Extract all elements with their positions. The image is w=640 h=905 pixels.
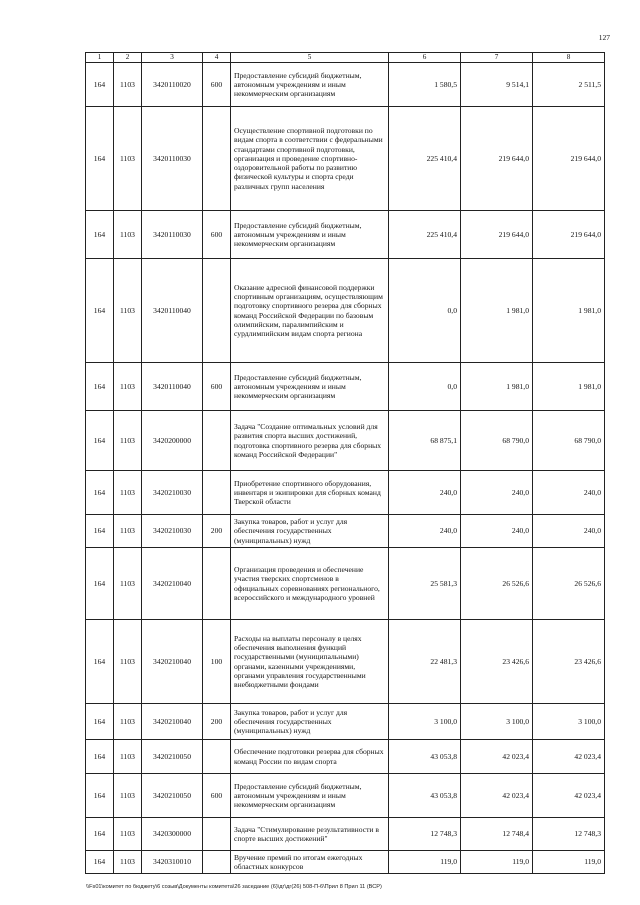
column-header-5: 5 [231, 53, 389, 63]
expense-type-cell [203, 740, 231, 774]
amount-col6-cell: 225 410,4 [389, 211, 461, 259]
amount-col6-cell: 240,0 [389, 471, 461, 515]
target-article-cell: 3420210030 [142, 515, 203, 548]
column-header-7: 7 [461, 53, 533, 63]
description-cell: Осуществление спортивной подготовки по видам спорта в соответствии с федеральными стандартами спортивной подготовки, организация и проведение спортивно-оздоровительной работы по развитию физической культуры и спорта среди различных групп населения [231, 107, 389, 211]
target-article-cell: 3420300000 [142, 818, 203, 851]
admin-code-cell: 164 [86, 515, 114, 548]
description-cell: Организация проведения и обеспечение участия тверских спортсменов в официальных соревнованиях регионального, всероссийского и международного уровней [231, 548, 389, 620]
table-row [86, 107, 605, 211]
amount-col8-cell: 119,0 [533, 851, 605, 874]
table-row [86, 620, 605, 704]
section-code-cell: 1103 [114, 740, 142, 774]
expense-type-cell [203, 818, 231, 851]
table-row [86, 740, 605, 774]
amount-col6-cell: 0,0 [389, 363, 461, 411]
budget-table [85, 52, 605, 874]
amount-col6-cell: 25 581,3 [389, 548, 461, 620]
amount-col8-cell: 1 981,0 [533, 259, 605, 363]
section-code-cell: 1103 [114, 515, 142, 548]
expense-type-cell: 600 [203, 774, 231, 818]
target-article-cell: 3420110040 [142, 363, 203, 411]
amount-col6-cell: 22 481,3 [389, 620, 461, 704]
expense-type-cell [203, 471, 231, 515]
expense-type-cell: 600 [203, 363, 231, 411]
amount-col7-cell: 240,0 [461, 471, 533, 515]
section-code-cell: 1103 [114, 704, 142, 740]
expense-type-cell [203, 548, 231, 620]
table-row [86, 211, 605, 259]
description-cell: Закупка товаров, работ и услуг для обеспечения государственных (муниципальных) нужд [231, 704, 389, 740]
target-article-cell: 3420210040 [142, 704, 203, 740]
target-article-cell: 3420110020 [142, 63, 203, 107]
admin-code-cell: 164 [86, 548, 114, 620]
expense-type-cell: 100 [203, 620, 231, 704]
table-row [86, 63, 605, 107]
amount-col8-cell: 68 790,0 [533, 411, 605, 471]
admin-code-cell: 164 [86, 211, 114, 259]
amount-col8-cell: 219 644,0 [533, 211, 605, 259]
admin-code-cell: 164 [86, 740, 114, 774]
admin-code-cell: 164 [86, 411, 114, 471]
section-code-cell: 1103 [114, 471, 142, 515]
amount-col8-cell: 42 023,4 [533, 774, 605, 818]
admin-code-cell: 164 [86, 363, 114, 411]
expense-type-cell [203, 107, 231, 211]
table-row [86, 259, 605, 363]
admin-code-cell: 164 [86, 620, 114, 704]
admin-code-cell: 164 [86, 63, 114, 107]
description-cell: Вручение премий по итогам ежегодных областных конкурсов [231, 851, 389, 874]
target-article-cell: 3420110040 [142, 259, 203, 363]
amount-col6-cell: 12 748,3 [389, 818, 461, 851]
amount-col7-cell: 42 023,4 [461, 740, 533, 774]
table-row [86, 363, 605, 411]
amount-col7-cell: 23 426,6 [461, 620, 533, 704]
column-header-1: 1 [86, 53, 114, 63]
section-code-cell: 1103 [114, 363, 142, 411]
table-row [86, 471, 605, 515]
expense-type-cell [203, 259, 231, 363]
admin-code-cell: 164 [86, 704, 114, 740]
amount-col6-cell: 3 100,0 [389, 704, 461, 740]
amount-col6-cell: 43 053,8 [389, 774, 461, 818]
column-header-2: 2 [114, 53, 142, 63]
admin-code-cell: 164 [86, 774, 114, 818]
section-code-cell: 1103 [114, 211, 142, 259]
amount-col8-cell: 240,0 [533, 515, 605, 548]
section-code-cell: 1103 [114, 259, 142, 363]
target-article-cell: 3420210040 [142, 620, 203, 704]
expense-type-cell [203, 411, 231, 471]
expense-type-cell: 600 [203, 63, 231, 107]
amount-col7-cell: 119,0 [461, 851, 533, 874]
amount-col6-cell: 225 410,4 [389, 107, 461, 211]
amount-col7-cell: 3 100,0 [461, 704, 533, 740]
amount-col6-cell: 43 053,8 [389, 740, 461, 774]
description-cell: Оказание адресной финансовой поддержки спортивным организациям, осуществляющим подготовку спортивного резерва для сборных команд Российской Федерации по базовым олимпийским, паралимпийским и сурдлимпийским видам спорта региона [231, 259, 389, 363]
description-cell: Расходы на выплаты персоналу в целях обеспечения выполнения функций государственными (муниципальными) органами, казенными учреждениями, органами управления государственными внебюджетными фондами [231, 620, 389, 704]
amount-col7-cell: 68 790,0 [461, 411, 533, 471]
column-header-4: 4 [203, 53, 231, 63]
section-code-cell: 1103 [114, 818, 142, 851]
header-row [86, 53, 605, 63]
section-code-cell: 1103 [114, 774, 142, 818]
description-cell: Обеспечение подготовки резерва для сборных команд России по видам спорта [231, 740, 389, 774]
target-article-cell: 3420210050 [142, 774, 203, 818]
expense-type-cell: 200 [203, 515, 231, 548]
table-row [86, 548, 605, 620]
section-code-cell: 1103 [114, 63, 142, 107]
target-article-cell: 3420210040 [142, 548, 203, 620]
amount-col8-cell: 23 426,6 [533, 620, 605, 704]
table-row [86, 818, 605, 851]
amount-col7-cell: 12 748,4 [461, 818, 533, 851]
amount-col8-cell: 26 526,6 [533, 548, 605, 620]
amount-col7-cell: 219 644,0 [461, 107, 533, 211]
amount-col8-cell: 240,0 [533, 471, 605, 515]
amount-col7-cell: 42 023,4 [461, 774, 533, 818]
description-cell: Закупка товаров, работ и услуг для обеспечения государственных (муниципальных) нужд [231, 515, 389, 548]
amount-col7-cell: 26 526,6 [461, 548, 533, 620]
amount-col6-cell: 119,0 [389, 851, 461, 874]
target-article-cell: 3420310010 [142, 851, 203, 874]
target-article-cell: 3420210030 [142, 471, 203, 515]
amount-col8-cell: 42 023,4 [533, 740, 605, 774]
table-row [86, 515, 605, 548]
section-code-cell: 1103 [114, 851, 142, 874]
amount-col8-cell: 1 981,0 [533, 363, 605, 411]
admin-code-cell: 164 [86, 107, 114, 211]
admin-code-cell: 164 [86, 851, 114, 874]
amount-col6-cell: 1 580,5 [389, 63, 461, 107]
amount-col6-cell: 240,0 [389, 515, 461, 548]
amount-col8-cell: 2 511,5 [533, 63, 605, 107]
column-header-6: 6 [389, 53, 461, 63]
admin-code-cell: 164 [86, 471, 114, 515]
description-cell: Задача "Стимулирование результативности в спорте высших достижений" [231, 818, 389, 851]
target-article-cell: 3420200000 [142, 411, 203, 471]
amount-col7-cell: 219 644,0 [461, 211, 533, 259]
section-code-cell: 1103 [114, 107, 142, 211]
amount-col6-cell: 0,0 [389, 259, 461, 363]
section-code-cell: 1103 [114, 620, 142, 704]
description-cell: Предоставление субсидий бюджетным, автономным учреждениям и иным некоммерческим организациям [231, 774, 389, 818]
amount-col8-cell: 3 100,0 [533, 704, 605, 740]
amount-col7-cell: 9 514,1 [461, 63, 533, 107]
footer-file-path: \\Fs01\комитет по бюджету\6 созыв\Документы комитета\26 заседание (6)\дг\дг(26) 508-П-6\Прил 8 Прил 11 (ВСР) [86, 884, 382, 890]
page-number: 127 [598, 33, 610, 42]
description-cell: Задача "Создание оптимальных условий для развития спорта высших достижений, подготовка спортивного резерва для сборных команд Российской Федерации" [231, 411, 389, 471]
table-row [86, 704, 605, 740]
amount-col7-cell: 1 981,0 [461, 363, 533, 411]
expense-type-cell [203, 851, 231, 874]
amount-col7-cell: 1 981,0 [461, 259, 533, 363]
target-article-cell: 3420210050 [142, 740, 203, 774]
amount-col8-cell: 12 748,3 [533, 818, 605, 851]
section-code-cell: 1103 [114, 411, 142, 471]
admin-code-cell: 164 [86, 259, 114, 363]
description-cell: Предоставление субсидий бюджетным, автономным учреждениям и иным некоммерческим организациям [231, 211, 389, 259]
table-row [86, 851, 605, 874]
description-cell: Приобретение спортивного оборудования, инвентаря и экипировки для сборных команд Тверской области [231, 471, 389, 515]
amount-col6-cell: 68 875,1 [389, 411, 461, 471]
target-article-cell: 3420110030 [142, 107, 203, 211]
table-row [86, 774, 605, 818]
expense-type-cell: 200 [203, 704, 231, 740]
amount-col7-cell: 240,0 [461, 515, 533, 548]
description-cell: Предоставление субсидий бюджетным, автономным учреждениям и иным некоммерческим организациям [231, 63, 389, 107]
expense-type-cell: 600 [203, 211, 231, 259]
description-cell: Предоставление субсидий бюджетным, автономным учреждениям и иным некоммерческим организациям [231, 363, 389, 411]
admin-code-cell: 164 [86, 818, 114, 851]
amount-col8-cell: 219 644,0 [533, 107, 605, 211]
table-row [86, 411, 605, 471]
column-header-8: 8 [533, 53, 605, 63]
target-article-cell: 3420110030 [142, 211, 203, 259]
section-code-cell: 1103 [114, 548, 142, 620]
column-header-3: 3 [142, 53, 203, 63]
